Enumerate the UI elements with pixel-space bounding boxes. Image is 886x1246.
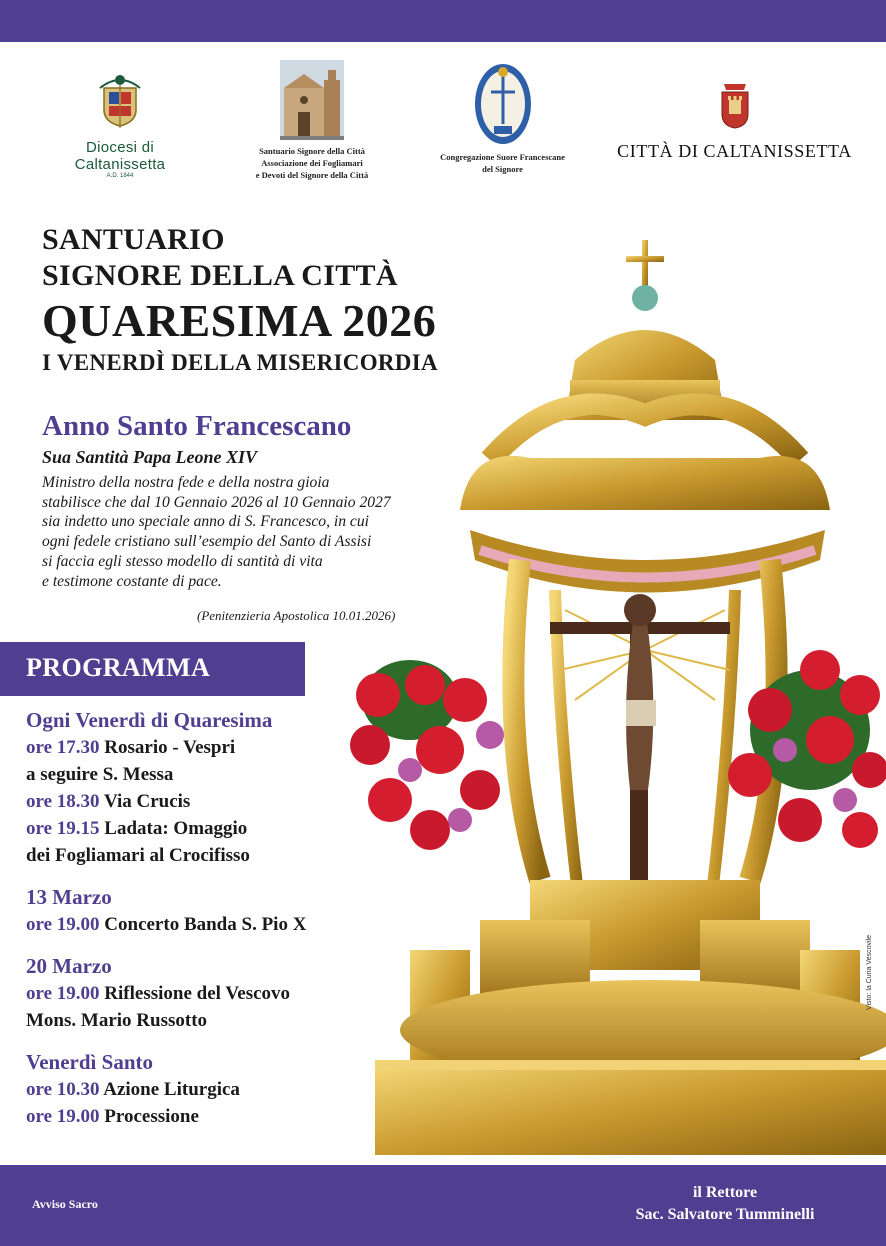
rettore-signature — [590, 1182, 860, 1226]
program-line — [26, 1007, 386, 1034]
citta-name: CITTÀ DI CALTANISSETTA — [617, 141, 852, 161]
program-line — [26, 788, 386, 815]
program-line — [26, 911, 386, 938]
program-activity: Concerto Banda S. Pio X — [99, 914, 307, 935]
program-activity: Processione — [99, 1106, 199, 1127]
diocesi-name: Diocesi di Caltanissetta — [74, 139, 166, 173]
program-time: ore 18.30 — [26, 791, 100, 812]
title-venerdi-misericordia: I VENERDÌ DELLA MISERICORDIA — [42, 350, 438, 375]
title-block — [42, 222, 562, 378]
decree-line: Ministro della nostra fede e della nostra gioia — [42, 474, 330, 491]
decree-line: stabilisce che dal 10 Gennaio 2026 al 10 Gennaio 2027 — [42, 493, 391, 511]
program-line — [26, 1076, 386, 1103]
decree-line: e testimone costante di pace. — [42, 572, 222, 590]
citta-logo — [612, 80, 857, 162]
decree-line: si faccia egli stesso modello di santità di vita — [42, 552, 323, 570]
santuario-caption-2: Associazione dei Fogliamari — [261, 158, 363, 168]
program-time: ore 17.30 — [26, 737, 100, 758]
decree-line: ogni fedele cristiano sull’esempio del Santo di Assisi — [42, 533, 372, 551]
program-activity: a seguire S. Messa — [26, 764, 174, 785]
decree-citation: (Penitenzieria Apostolica 10.01.2026) — [197, 608, 396, 623]
diocesi-coat-of-arms-icon — [90, 70, 150, 132]
santuario-caption-3: e Devoti del Signore della Città — [255, 170, 369, 180]
program-time: ore 19.15 — [26, 818, 100, 839]
papa-line: Sua Santità Papa Leone XIV — [42, 447, 258, 467]
program-line — [26, 980, 386, 1007]
program-heading: 20 Marzo — [26, 954, 112, 978]
program-line — [26, 761, 386, 788]
anno-santo-heading: Anno Santo Francescano — [42, 410, 352, 442]
program-line — [26, 842, 386, 869]
program-heading: Venerdì Santo — [26, 1050, 153, 1074]
diocesi-logo — [40, 70, 200, 179]
santuario-logo — [232, 60, 392, 181]
program-time: ore 19.00 — [26, 983, 100, 1004]
church-photo-icon — [280, 60, 344, 140]
program-heading: 13 Marzo — [26, 885, 112, 909]
program-line — [26, 734, 386, 761]
program-line — [26, 815, 386, 842]
title-quaresima: QUARESIMA 2026 — [42, 295, 437, 346]
decree-line: sia indetto uno speciale anno di S. Francesco, in cui — [42, 513, 369, 531]
program-activity: Mons. Mario Russotto — [26, 1010, 208, 1031]
program-activity: Ladata: Omaggio — [99, 818, 248, 839]
congregazione-emblem-icon — [472, 62, 534, 146]
diocesi-year: A.D. 1844 — [106, 173, 134, 179]
program-time: ore 10.30 — [26, 1079, 100, 1100]
program-schedule — [26, 706, 386, 1130]
program-activity: Rosario - Vespri — [99, 737, 236, 758]
program-activity: Riflessione del Vescovo — [99, 983, 291, 1004]
program-line — [26, 1103, 386, 1130]
top-band — [0, 0, 886, 42]
programma-label: PROGRAMMA — [26, 653, 211, 682]
program-heading: Ogni Venerdì di Quaresima — [26, 708, 273, 732]
congregazione-caption-1: Congregazione Suore Francescane — [440, 152, 565, 162]
title-signore-della-citta: SIGNORE DELLA CITTÀ — [42, 259, 398, 292]
decree-text — [42, 473, 442, 591]
rettore-title: il Rettore — [692, 1184, 758, 1201]
avviso-sacro-label: Avviso Sacro — [32, 1197, 98, 1211]
program-activity: Via Crucis — [99, 791, 191, 812]
santuario-caption-1: Santuario Signore della Città — [259, 146, 365, 156]
program-time: ore 19.00 — [26, 914, 100, 935]
title-santuario: SANTUARIO — [42, 223, 225, 256]
program-activity: dei Fogliamari al Crocifisso — [26, 845, 250, 866]
citta-crest-icon — [718, 80, 752, 130]
congregazione-caption-2: del Signore — [482, 164, 523, 174]
program-time: ore 19.00 — [26, 1106, 100, 1127]
rettore-name: Sac. Salvatore Tumminelli — [635, 1206, 815, 1223]
congregazione-logo — [420, 62, 585, 175]
curia-approval-note: Visto: la Curia Vescovile — [866, 935, 873, 1010]
right-flower-bouquet — [728, 650, 886, 848]
program-activity: Azione Liturgica — [99, 1079, 240, 1100]
